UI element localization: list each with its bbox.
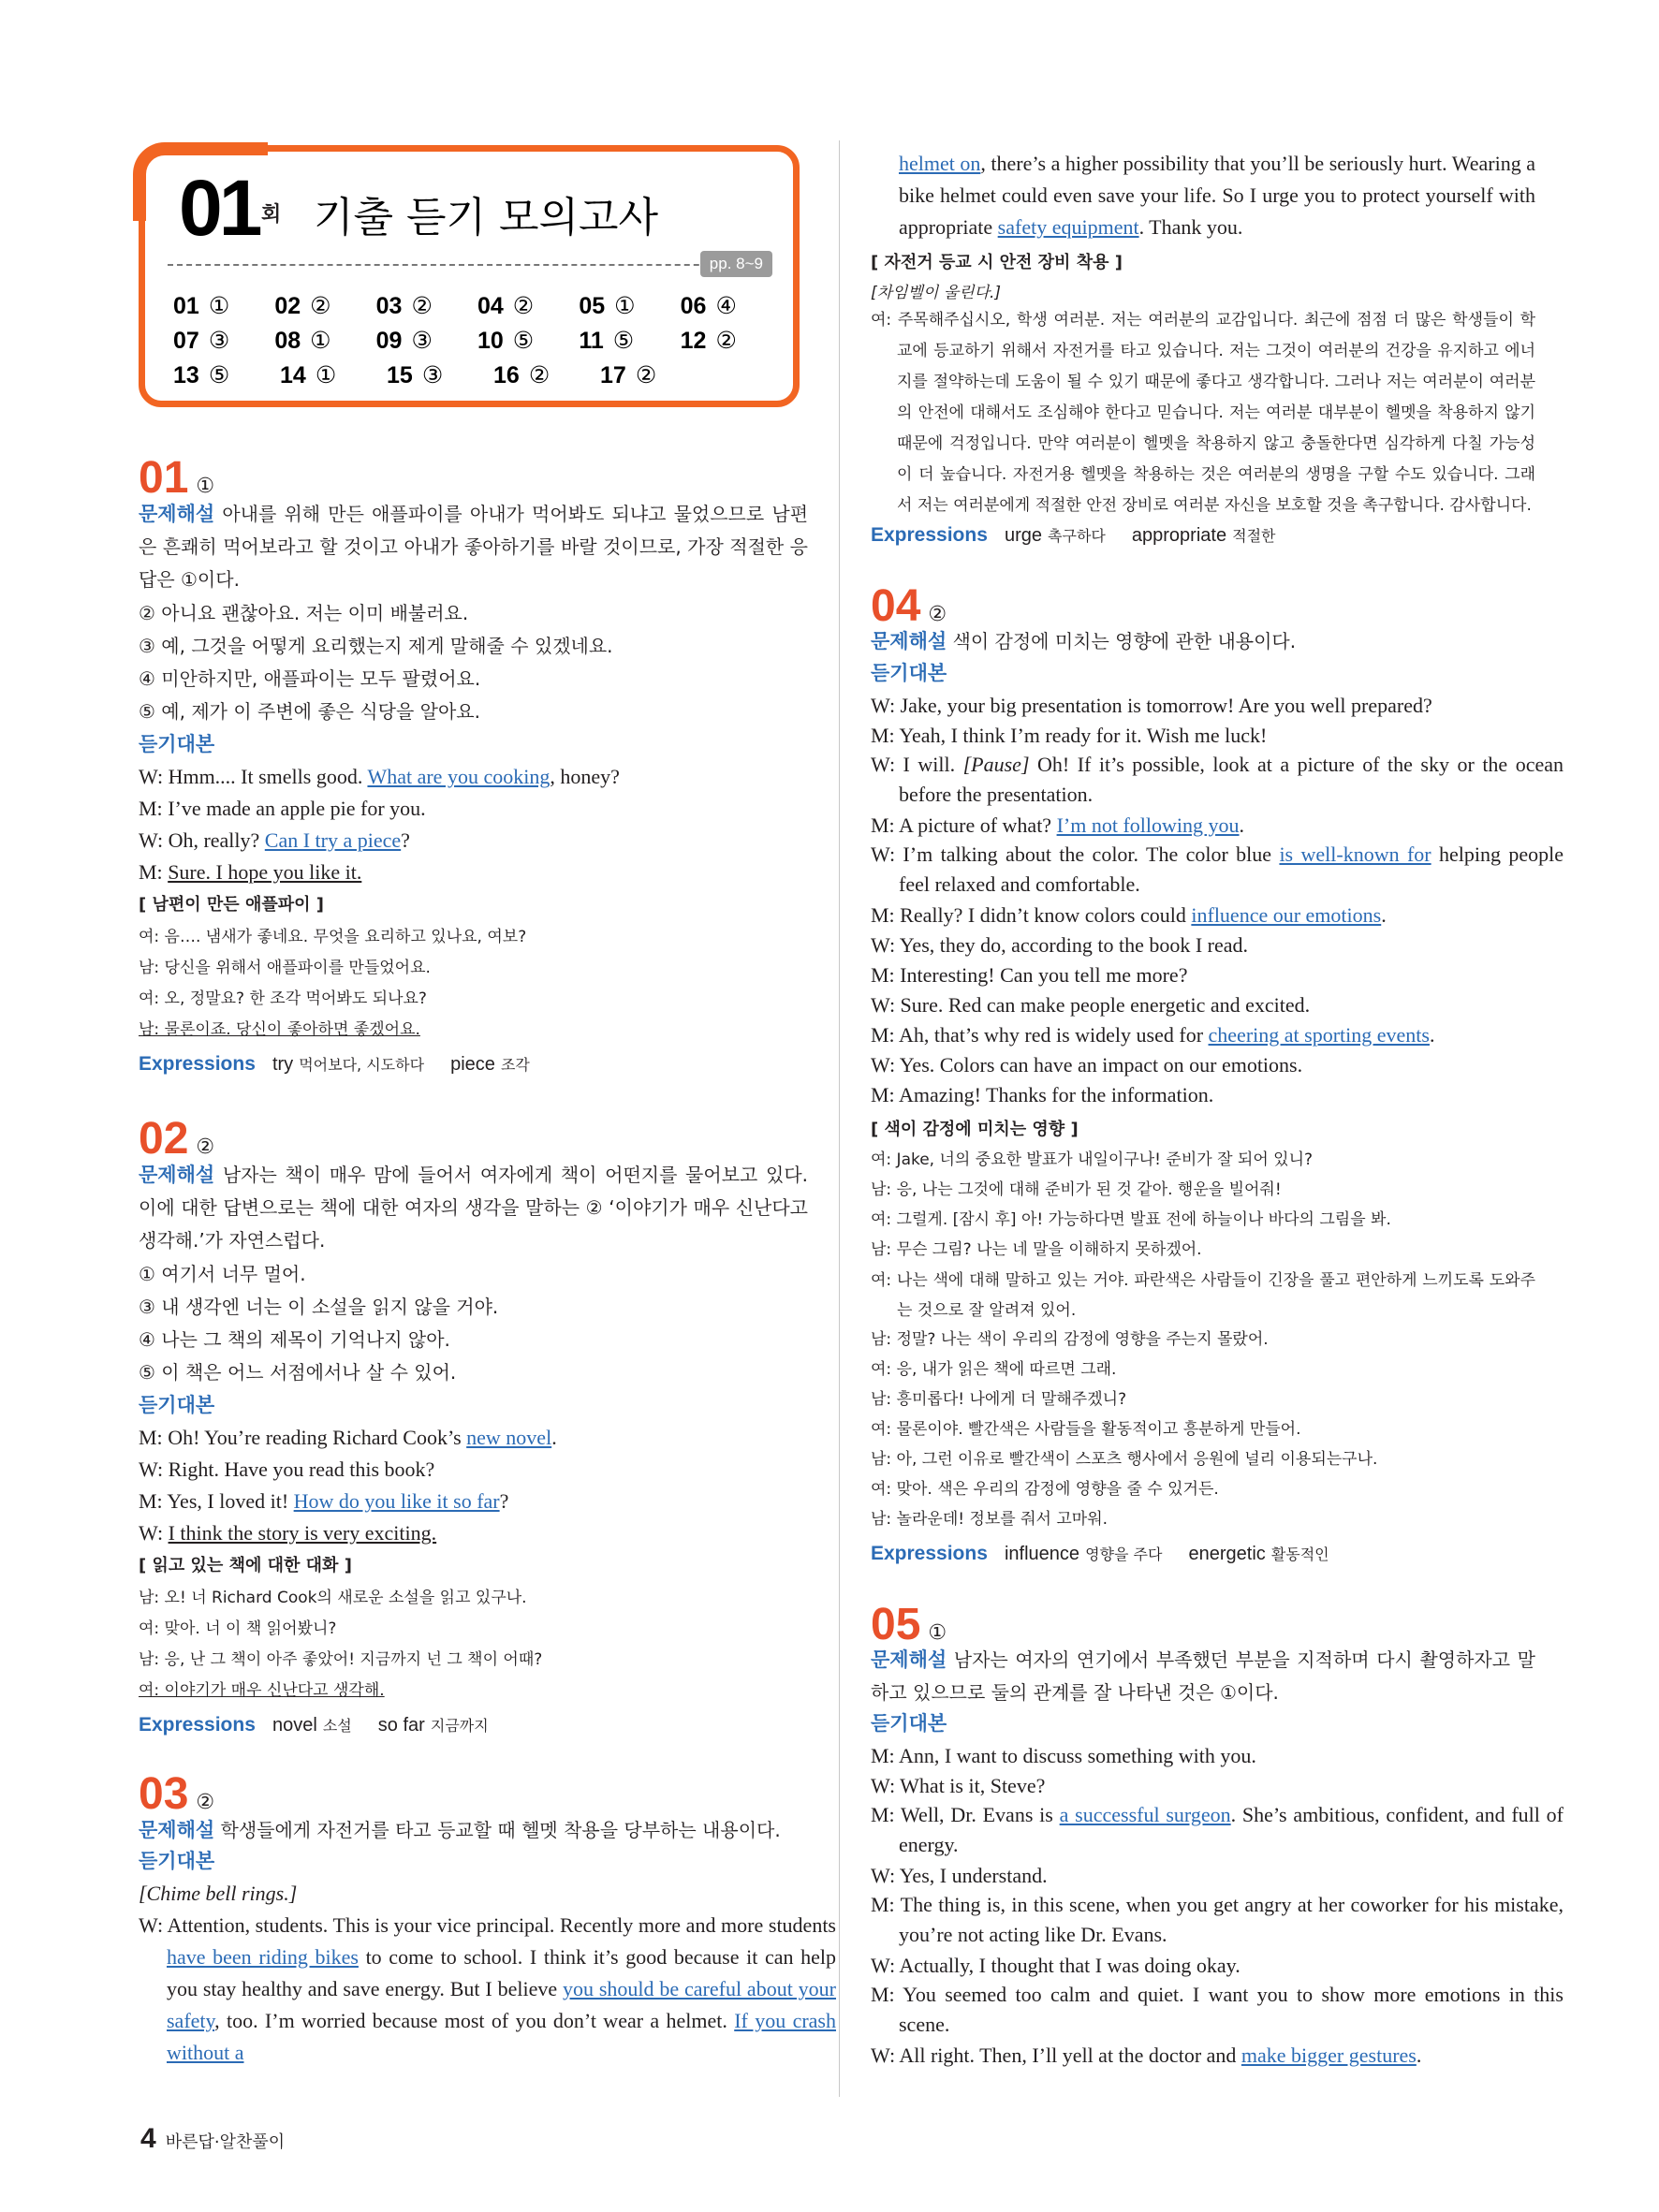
script-line: W: All right. Then, I’ll yell at the doctor and make bigger gestures. bbox=[871, 2044, 1422, 2067]
question-number: 02 bbox=[139, 1114, 189, 1164]
answer-choice: ② bbox=[715, 328, 737, 354]
script-line: W: Right. Have you read this book? bbox=[139, 1458, 435, 1481]
translation-line: 여: 맞아. 너 이 책 읽어봤니? bbox=[139, 1619, 337, 1638]
question-03-explanation: 문제해설 학생들에게 자전거를 타고 등교할 때 헬멧 착용을 당부하는 내용이다. bbox=[139, 1819, 781, 1841]
answer-item bbox=[274, 327, 375, 361]
answer-item bbox=[280, 361, 387, 396]
page-number: 4 bbox=[140, 2123, 156, 2154]
answer-question-number: 11 bbox=[579, 328, 604, 354]
question-number: 04 bbox=[871, 581, 921, 631]
expressions-row: Expressions novel 소설 so far 지금까지 bbox=[139, 1714, 489, 1736]
script-line: M: Amazing! Thanks for the information. bbox=[871, 1083, 1214, 1106]
answer-choice: ⑤ bbox=[612, 328, 635, 354]
answer-choice: ① bbox=[310, 328, 331, 354]
translation-stage: [차임벨이 울린다.] bbox=[871, 284, 1002, 302]
script-line: W: Sure. Red can make people energetic and excited. bbox=[871, 993, 1311, 1017]
translation-line: 남: 오! 너 Richard Cook의 새로운 소설을 읽고 있구나. bbox=[139, 1589, 527, 1607]
answer-question-number: 04 bbox=[477, 293, 504, 319]
translation-line: 여: 물론이야. 빨간색은 사람들을 활동적이고 흥분하게 만들어. bbox=[871, 1420, 1301, 1439]
choice: ⑤ 예, 제가 이 주변에 좋은 식당을 알아요. bbox=[139, 700, 480, 723]
script-line: M: Yeah, I think I’m ready for it. Wish me luck! bbox=[871, 724, 1268, 747]
question-answer: ① bbox=[196, 475, 215, 498]
answer-question-number: 08 bbox=[274, 328, 301, 354]
translation-line: 남: 정말? 나는 색이 우리의 감정에 영향을 주는지 몰랐어. bbox=[871, 1330, 1269, 1349]
expressions-row: Expressions urge 촉구하다 appropriate 적절한 bbox=[871, 524, 1276, 546]
choice: ③ 예, 그것을 어떻게 요리했는지 제게 말해줄 수 있겠네요. bbox=[139, 635, 613, 657]
answer-choice: ④ bbox=[715, 293, 737, 319]
choice: ⑤ 이 책은 어느 서점에서나 살 수 있어. bbox=[139, 1361, 457, 1384]
answer-item bbox=[681, 327, 782, 361]
translation-line: 남: 아, 그런 이유로 빨간색이 스포츠 행사에서 응원에 널리 이용되는구나. bbox=[871, 1450, 1378, 1469]
script-line: M: Ah, that’s why red is widely used for cheering at sporting events. bbox=[871, 1023, 1435, 1047]
answer-item bbox=[600, 361, 707, 396]
answer-choice: ① bbox=[315, 362, 337, 388]
round-number: 01 bbox=[179, 164, 259, 252]
script-label: 듣기대본 bbox=[139, 1850, 215, 1872]
script-line: W: Yes, they do, according to the book I read. bbox=[871, 933, 1249, 957]
answer-question-number: 02 bbox=[274, 293, 301, 319]
translation-title: [ 남편이 만든 애플파이 ] bbox=[139, 895, 325, 915]
answer-choice: ② bbox=[635, 362, 657, 388]
script-line: M: You seemed too calm and quiet. I want you to show more emotions in this scene. bbox=[871, 1983, 1564, 2036]
answer-item bbox=[376, 292, 477, 327]
answer-row bbox=[173, 361, 782, 396]
round-suffix: 회 bbox=[261, 203, 282, 227]
question-03-heading bbox=[139, 1769, 215, 1819]
page-title: 기출 듣기 모의고사 bbox=[314, 194, 659, 242]
explanation-label: 문제해설 bbox=[139, 503, 215, 525]
answer-question-number: 09 bbox=[375, 328, 403, 354]
answer-choice: ② bbox=[310, 293, 331, 319]
question-number: 03 bbox=[139, 1769, 189, 1819]
question-04-explanation: 문제해설 색이 감정에 미치는 영향에 관한 내용이다. bbox=[871, 630, 1297, 652]
script-line: M: The thing is, in this scene, when you get angry at her coworker for his mistake, you’re not acting like Dr. Evans. bbox=[871, 1893, 1564, 1946]
answer-item bbox=[579, 292, 680, 327]
answer-question-number: 16 bbox=[493, 362, 520, 388]
script-line: W: I think the story is very exciting. bbox=[139, 1521, 437, 1545]
translation-line: 남: 놀라운데! 정보를 줘서 고마워. bbox=[871, 1510, 1108, 1529]
translation-paragraph: 여: 주목해주십시오, 학생 여러분. 저는 여러분의 교감입니다. 최근에 점점 더 많은 학생들이 학교에 등교하기 위해서 자전거를 타고 있습니다. 저는 그것이 여러분의 건강을 유지하고 에너지를 절약하는데 도움이 될 수 있기 때문에 좋다고 생각합니다. 그러나 저는 여러분이 여러분의 안전에 대해서도 조심해야 한다고 믿습니다. 저는 여러분 대부분이 헬멧을 착용하지 않기 때문에 걱정입니다. 만약 여러분이 헬멧을 착용하지 않고 충돌한다면 심각하게 다칠 가능성이 더 높습니다. 자전거용 헬멧을 착용하는 것은 여러분의 생명을 구할 수도 있습니다. 그래서 저는 여러분에게 적절한 안전 장비로 여러분 자신을 보호할 것을 촉구합니다. 감사합니다. bbox=[871, 311, 1535, 515]
column-divider bbox=[839, 140, 840, 2097]
question-answer: ② bbox=[196, 1791, 215, 1814]
question-answer: ① bbox=[928, 1621, 947, 1645]
answer-question-number: 01 bbox=[173, 293, 199, 319]
script-line: W: Actually, I thought that I was doing okay. bbox=[871, 1954, 1241, 1977]
answer-row bbox=[173, 327, 782, 361]
question-answer: ② bbox=[196, 1135, 215, 1159]
expressions-row: Expressions try 먹어보다, 시도하다 piece 조각 bbox=[139, 1053, 530, 1075]
stage-direction: [Chime bell rings.] bbox=[139, 1882, 298, 1905]
translation-line: 여: 음…. 냄새가 좋네요. 무엇을 요리하고 있나요, 여보? bbox=[139, 928, 527, 946]
script-label: 듣기대본 bbox=[139, 733, 215, 755]
right-column bbox=[871, 0, 1564, 2212]
translation-line: 여: Jake, 너의 중요한 발표가 내일이구나! 준비가 잘 되어 있니? bbox=[871, 1150, 1314, 1169]
answer-choice: ② bbox=[528, 362, 551, 388]
translation-title: [ 읽고 있는 책에 대한 대화 ] bbox=[139, 1556, 352, 1575]
explanation-text: 아내를 위해 만든 애플파이를 아내가 먹어봐도 되냐고 물었으므로 남편은 흔쾌히 먹어보라고 할 것이고 아내가 좋아하기를 바랄 것이므로, 가장 적절한 응답은 ①이다. bbox=[139, 503, 809, 591]
translation-line: 여: 오, 정말요? 한 조각 먹어봐도 되나요? bbox=[139, 989, 427, 1008]
answer-question-number: 07 bbox=[173, 328, 199, 354]
translation-line: 남: 당신을 위해서 애플파이를 만들었어요. bbox=[139, 959, 431, 977]
answer-row bbox=[173, 292, 782, 327]
question-02-explanation: 문제해설 남자는 책이 매우 맘에 들어서 여자에게 책이 어떤지를 물어보고 있다. 이에 대한 답변으로는 책에 대한 여자의 생각을 말하는 ② ‘이야기가 매우 신난다고 생각해.’가 자연스럽다. bbox=[139, 1164, 808, 1252]
answer-choice: ⑤ bbox=[208, 362, 230, 388]
answer-item bbox=[173, 361, 280, 396]
script-line: W: Yes. Colors can have an impact on our emotions. bbox=[871, 1053, 1303, 1077]
answer-item bbox=[493, 361, 600, 396]
answer-grid bbox=[173, 292, 782, 396]
answer-choice: ③ bbox=[421, 362, 444, 388]
question-05-explanation: 문제해설 남자는 여자의 연기에서 부족했던 부분을 지적하며 다시 촬영하자고 말하고 있으므로 둘의 관계를 잘 나타낸 것은 ①이다. bbox=[871, 1648, 1536, 1704]
choice: ② 아니요 괜찮아요. 저는 이미 배불러요. bbox=[139, 602, 469, 624]
script-label: 듣기대본 bbox=[871, 662, 947, 684]
page-range-badge: pp. 8~9 bbox=[700, 251, 772, 277]
script-paragraph-continued: helmet on, there’s a higher possibility that you’ll be seriously hurt. Wearing a bike helmet could even save your life. So I urge you to protect yourself with appropriate safety equipment. Thank you. bbox=[899, 152, 1535, 239]
page-footer bbox=[140, 2123, 285, 2155]
question-01-heading bbox=[139, 453, 215, 503]
question-05-heading bbox=[871, 1600, 947, 1649]
answer-question-number: 14 bbox=[280, 362, 306, 388]
script-line: W: What is it, Steve? bbox=[871, 1774, 1046, 1797]
script-label: 듣기대본 bbox=[871, 1712, 947, 1735]
answer-question-number: 15 bbox=[387, 362, 413, 388]
translation-line: 남: 응, 나는 그것에 대해 준비가 된 것 같아. 행운을 빌어줘! bbox=[871, 1180, 1282, 1199]
translation-line: 남: 응, 난 그 책이 아주 좋았어! 지금까지 넌 그 책이 어때? bbox=[139, 1650, 543, 1669]
script-line: W: Yes, I understand. bbox=[871, 1864, 1048, 1887]
translation-line: 남: 무슨 그림? 나는 네 말을 이해하지 못하겠어. bbox=[871, 1240, 1202, 1259]
answer-item bbox=[477, 327, 579, 361]
question-answer: ② bbox=[928, 603, 947, 626]
translation-line: 여: 그럴게. [잠시 후] 아! 가능하다면 발표 전에 하늘이나 바다의 그림을 봐. bbox=[871, 1210, 1391, 1229]
translation-line: 여: 응, 내가 읽은 책에 따르면 그래. bbox=[871, 1360, 1117, 1379]
answer-choice: ③ bbox=[411, 328, 433, 354]
answer-choice: ② bbox=[512, 293, 535, 319]
answer-question-number: 13 bbox=[173, 362, 199, 388]
script-line: W: I’m talking about the color. The color blue is well-known for helping people feel relaxed and comfortable. bbox=[871, 842, 1564, 896]
script-line: M: Oh! You’re reading Richard Cook’s new novel. bbox=[139, 1426, 557, 1449]
script-line: M: A picture of what? I’m not following you. bbox=[871, 813, 1245, 837]
left-column bbox=[139, 0, 836, 2212]
answer-item bbox=[173, 292, 274, 327]
answer-item bbox=[681, 292, 782, 327]
question-02-heading bbox=[139, 1114, 215, 1164]
translation-line: 여: 맞아. 색은 우리의 감정에 영향을 줄 수 있거든. bbox=[871, 1480, 1219, 1499]
answer-question-number: 12 bbox=[680, 328, 707, 354]
translation-line: 남: 흥미롭다! 나에게 더 말해주겠니? bbox=[871, 1390, 1127, 1409]
answer-question-number: 06 bbox=[680, 293, 707, 319]
answer-question-number: 03 bbox=[375, 293, 403, 319]
answer-choice: ① bbox=[614, 293, 636, 319]
script-line: M: Really? I didn’t know colors could influence our emotions. bbox=[871, 903, 1387, 927]
question-04-heading bbox=[871, 581, 947, 631]
script-line: M: Yes, I loved it! How do you like it so far? bbox=[139, 1489, 509, 1513]
answer-item bbox=[387, 361, 493, 396]
translation-title: [ 색이 감정에 미치는 영향 ] bbox=[871, 1120, 1079, 1139]
answer-choice: ② bbox=[411, 293, 433, 319]
answer-question-number: 17 bbox=[600, 362, 626, 388]
script-line: M: Interesting! Can you tell me more? bbox=[871, 963, 1188, 987]
choice: ① 여기서 너무 멀어. bbox=[139, 1263, 306, 1285]
question-01-explanation bbox=[139, 498, 808, 596]
question-number: 05 bbox=[871, 1600, 921, 1649]
answer-item bbox=[376, 327, 477, 361]
question-number: 01 bbox=[139, 453, 189, 503]
script-line: M: Ann, I want to discuss something with you. bbox=[871, 1744, 1256, 1767]
script-line: W: Jake, your big presentation is tomorrow! Are you well prepared? bbox=[871, 694, 1432, 717]
expressions-row: Expressions influence 영향을 주다 energetic 활동적인 bbox=[871, 1543, 1329, 1564]
answer-item bbox=[274, 292, 375, 327]
script-line: W: Oh, really? Can I try a piece? bbox=[139, 828, 410, 852]
translation-line: 여: 나는 색에 대해 말하고 있는 거야. 파란색은 사람들이 긴장을 풀고 편안하게 느끼도록 도와주는 것으로 잘 알려져 있어. bbox=[871, 1271, 1535, 1320]
script-label: 듣기대본 bbox=[139, 1394, 215, 1416]
answer-item bbox=[173, 327, 274, 361]
translation-line: 남: 물론이죠. 당신이 좋아하면 좋겠어요. bbox=[139, 1020, 420, 1039]
script-line: W: Hmm.... It smells good. What are you cooking, honey? bbox=[139, 765, 620, 788]
dashed-divider bbox=[168, 264, 765, 266]
script-line: W: I will. [Pause] Oh! If it’s possible, look at a picture of the sky or the ocean before the presentation. bbox=[871, 753, 1564, 806]
translation-line: 여: 이야기가 매우 신난다고 생각해. bbox=[139, 1681, 385, 1700]
script-line: M: Well, Dr. Evans is a successful surgeon. She’s ambitious, confident, and full of energy. bbox=[871, 1803, 1564, 1856]
answer-choice: ③ bbox=[208, 328, 230, 354]
answer-key-box bbox=[139, 145, 800, 407]
script-paragraph: W: Attention, students. This is your vice principal. Recently more and more students have been riding bikes to come to school. I think it’s good because it can help you stay healthy and save energy. But I believe you should be careful about your safety, too. I’m worried because most of you don’t wear a helmet. If you crash without a bbox=[139, 1913, 836, 2064]
book-title: 바른답·알찬풀이 bbox=[165, 2132, 286, 2152]
script-line: M: I’ve made an apple pie for you. bbox=[139, 797, 426, 820]
script-line: M: Sure. I hope you like it. bbox=[139, 860, 362, 884]
answer-question-number: 10 bbox=[477, 328, 504, 354]
answer-item bbox=[579, 327, 680, 361]
translation-title: [ 자전거 등교 시 안전 장비 착용 ] bbox=[871, 253, 1123, 272]
answer-question-number: 05 bbox=[579, 293, 606, 319]
choice: ④ 나는 그 책의 제목이 기억나지 않아. bbox=[139, 1328, 450, 1351]
choice: ④ 미안하지만, 애플파이는 모두 팔렸어요. bbox=[139, 667, 481, 690]
answer-choice: ⑤ bbox=[512, 328, 535, 354]
answer-item bbox=[477, 292, 579, 327]
answer-choice: ① bbox=[208, 293, 230, 319]
choice: ③ 내 생각엔 너는 이 소설을 읽지 않을 거야. bbox=[139, 1296, 499, 1318]
